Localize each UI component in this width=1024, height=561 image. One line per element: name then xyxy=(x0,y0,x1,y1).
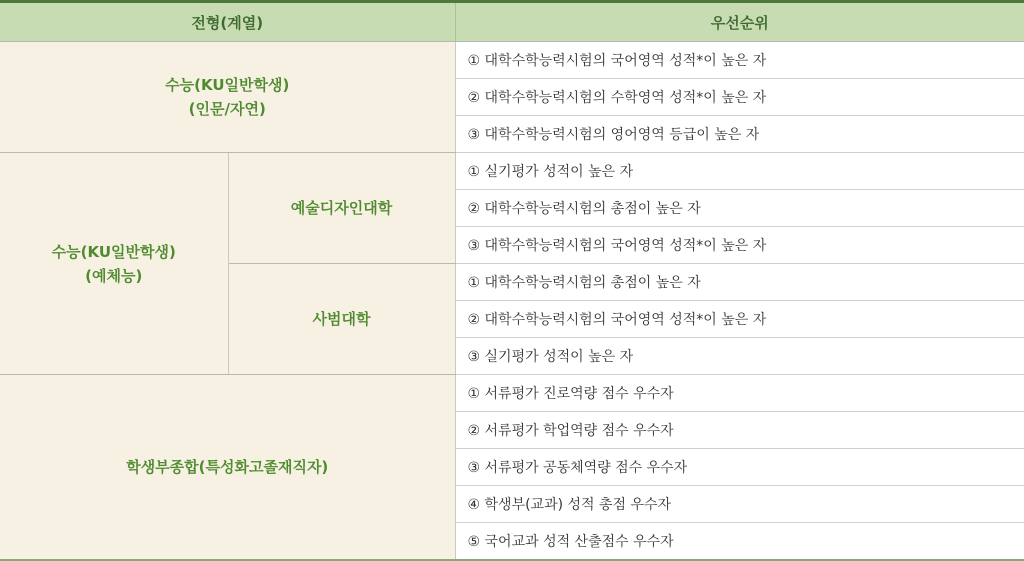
priority-item: ③ 대학수학능력시험의 국어영역 성적*이 높은 자 xyxy=(455,227,1024,264)
category-label: 수능(KU일반학생) xyxy=(165,76,290,94)
header-priority: 우선순위 xyxy=(455,2,1024,42)
priority-item: ① 대학수학능력시험의 총점이 높은 자 xyxy=(455,264,1024,301)
subcategory-arts-design: 예술디자인대학 xyxy=(228,153,455,264)
priority-item: ② 대학수학능력시험의 수학영역 성적*이 높은 자 xyxy=(455,79,1024,116)
table-row xyxy=(0,375,1024,412)
priority-item: ④ 학생부(교과) 성적 총점 우수자 xyxy=(455,486,1024,523)
category-sublabel: (인문/자연) xyxy=(188,100,266,118)
priority-item: ③ 대학수학능력시험의 영어영역 등급이 높은 자 xyxy=(455,116,1024,153)
priority-item: ③ 서류평가 공동체역량 점수 우수자 xyxy=(455,449,1024,486)
priority-item: ③ 실기평가 성적이 높은 자 xyxy=(455,338,1024,375)
priority-item: ① 대학수학능력시험의 국어영역 성적*이 높은 자 xyxy=(455,42,1024,79)
category-csat-humanities-science xyxy=(0,42,455,153)
header-track: 전형(계열) xyxy=(0,2,455,42)
category-label: 학생부종합(특성화고졸재직자) xyxy=(126,458,329,476)
category-label: 수능(KU일반학생) xyxy=(51,242,176,261)
priority-item: ② 대학수학능력시험의 국어영역 성적*이 높은 자 xyxy=(455,301,1024,338)
category-sublabel: (예체능) xyxy=(85,266,143,285)
category-comprehensive xyxy=(0,375,455,561)
table-row xyxy=(0,42,1024,79)
priority-item: ① 서류평가 진로역량 점수 우수자 xyxy=(455,375,1024,412)
subcategory-education: 사범대학 xyxy=(228,264,455,375)
priority-item: ② 서류평가 학업역량 점수 우수자 xyxy=(455,412,1024,449)
priority-item: ② 대학수학능력시험의 총점이 높은 자 xyxy=(455,190,1024,227)
priority-item: ⑤ 국어교과 성적 산출점수 우수자 xyxy=(455,523,1024,561)
header-row xyxy=(0,2,1024,42)
table-row xyxy=(0,153,1024,190)
priority-item: ① 실기평가 성적이 높은 자 xyxy=(455,153,1024,190)
category-csat-arts xyxy=(0,153,228,375)
